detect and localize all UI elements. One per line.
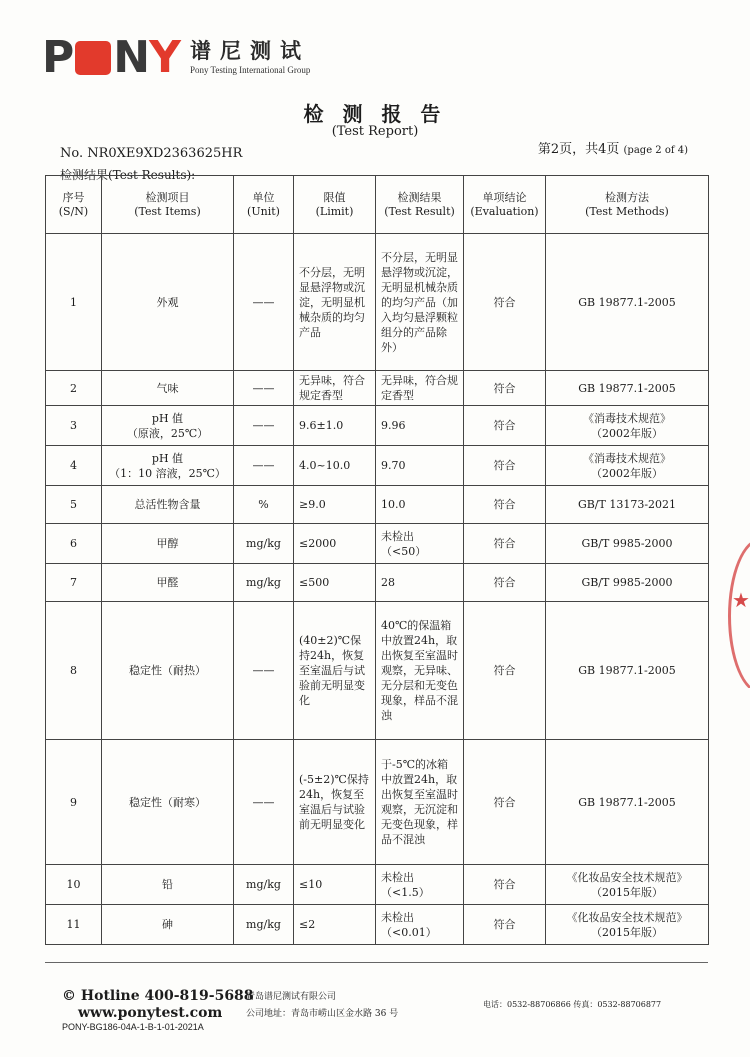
company-address: 公司地址：青岛市崂山区金水路 36 号 — [246, 1009, 399, 1019]
test-item-cell: pH 值 （1：10 溶液，25℃） — [102, 446, 234, 486]
column-header: 单位 (Unit) — [234, 176, 294, 234]
evaluation-cell: 符合 — [464, 486, 546, 524]
method-cell: GB 19877.1-2005 — [546, 371, 709, 406]
test-item-cell: 稳定性（耐热） — [102, 602, 234, 740]
method-cell: GB/T 9985-2000 — [546, 564, 709, 602]
sn-cell: 6 — [46, 524, 102, 564]
result-cell: 40℃的保温箱中放置24h，取出恢复至室温时观察，无异味、无分层和无变色现象，样品不混浊 — [376, 602, 464, 740]
unit-cell: —— — [234, 602, 294, 740]
evaluation-cell: 符合 — [464, 234, 546, 371]
unit-cell: mg/kg — [234, 905, 294, 945]
limit-cell: ≥9.0 — [294, 486, 376, 524]
sn-cell: 2 — [46, 371, 102, 406]
evaluation-cell: 符合 — [464, 564, 546, 602]
unit-cell: —— — [234, 406, 294, 446]
logo-english-name: Pony Testing International Group — [189, 65, 311, 75]
evaluation-cell: 符合 — [464, 865, 546, 905]
sn-cell: 11 — [46, 905, 102, 945]
sn-cell: 9 — [46, 740, 102, 865]
table-row — [46, 602, 709, 740]
contact-phone: 电话：0532-88706866 传真：0532-88706877 — [483, 1000, 662, 1009]
test-item-cell: 稳定性（耐寒） — [102, 740, 234, 865]
report-title-en: (Test Report) — [331, 124, 419, 139]
result-cell: 9.96 — [376, 406, 464, 446]
column-header: 单项结论 (Evaluation) — [464, 176, 546, 234]
table-row — [46, 446, 709, 486]
unit-cell: —— — [234, 371, 294, 406]
unit-cell: mg/kg — [234, 865, 294, 905]
column-header: 检测结果 (Test Result) — [376, 176, 464, 234]
limit-cell: ≤10 — [294, 865, 376, 905]
test-item-cell: pH 值 （原液，25℃） — [102, 406, 234, 446]
limit-cell: ≤2000 — [294, 524, 376, 564]
report-number: No. NR0XE9XD2363625HR — [60, 146, 243, 161]
table-row — [46, 905, 709, 945]
limit-cell: 无异味，符合规定香型 — [294, 371, 376, 406]
result-cell: 未检出 （<0.01） — [376, 905, 464, 945]
evaluation-cell: 符合 — [464, 905, 546, 945]
result-cell: 未检出 （<1.5） — [376, 865, 464, 905]
column-header: 检测方法 (Test Methods) — [546, 176, 709, 234]
method-cell: GB 19877.1-2005 — [546, 234, 709, 371]
unit-cell: —— — [234, 234, 294, 371]
test-item-cell: 气味 — [102, 371, 234, 406]
table-row — [46, 234, 709, 371]
table-row — [46, 564, 709, 602]
result-cell: 于-5℃的冰箱中放置24h，取出恢复至室温时观察，无沉淀和无变色现象，样品不混浊 — [376, 740, 464, 865]
evaluation-cell: 符合 — [464, 371, 546, 406]
test-item-cell: 甲醇 — [102, 524, 234, 564]
sn-cell: 5 — [46, 486, 102, 524]
report-title: 检 测 报 告 — [303, 102, 447, 126]
sn-cell: 4 — [46, 446, 102, 486]
unit-cell: mg/kg — [234, 524, 294, 564]
sn-cell: 7 — [46, 564, 102, 602]
footer-divider — [45, 962, 708, 963]
table-header-row — [46, 176, 709, 234]
stamp-seal-fragment: ★ — [728, 538, 750, 688]
limit-cell: ≤2 — [294, 905, 376, 945]
evaluation-cell: 符合 — [464, 524, 546, 564]
method-cell: GB/T 13173-2021 — [546, 486, 709, 524]
sn-cell: 1 — [46, 234, 102, 371]
column-header: 序号 (S/N) — [46, 176, 102, 234]
method-cell: GB 19877.1-2005 — [546, 602, 709, 740]
unit-cell: —— — [234, 740, 294, 865]
limit-cell: (40±2)℃保持24h，恢复至室温后与试验前无明显变化 — [294, 602, 376, 740]
unit-cell: % — [234, 486, 294, 524]
method-cell: GB 19877.1-2005 — [546, 740, 709, 865]
limit-cell: 不分层，无明显悬浮物或沉淀，无明显机械杂质的均匀产品 — [294, 234, 376, 371]
results-label: 检测结果(Test Results): — [60, 168, 196, 182]
unit-cell: —— — [234, 446, 294, 486]
table-row — [46, 371, 709, 406]
column-header: 检测项目 (Test Items) — [102, 176, 234, 234]
test-item-cell: 砷 — [102, 905, 234, 945]
company-name: 青岛谱尼测试有限公司 — [246, 992, 337, 1002]
result-cell: 10.0 — [376, 486, 464, 524]
sn-cell: 3 — [46, 406, 102, 446]
method-cell: 《消毒技术规范》 （2002年版） — [546, 406, 709, 446]
result-cell: 无异味，符合规定香型 — [376, 371, 464, 406]
column-header: 限值 (Limit) — [294, 176, 376, 234]
table-row — [46, 524, 709, 564]
table-row — [46, 740, 709, 865]
method-cell: 《化妆品安全技术规范》 （2015年版） — [546, 865, 709, 905]
evaluation-cell: 符合 — [464, 740, 546, 865]
document-code: PONY-BG186-04A-1-B-1-01-2021A — [62, 1022, 204, 1032]
hotline: © Hotline 400-819-5688 — [62, 988, 254, 1004]
result-cell: 28 — [376, 564, 464, 602]
limit-cell: (-5±2)℃保持24h，恢复至室温后与试验前无明显变化 — [294, 740, 376, 865]
table-row — [46, 865, 709, 905]
result-cell: 不分层，无明显悬浮物或沉淀，无明显机械杂质的均匀产品（加入均匀悬浮颗粒组分的产品除外） — [376, 234, 464, 371]
evaluation-cell: 符合 — [464, 602, 546, 740]
result-cell: 未检出 （<50） — [376, 524, 464, 564]
unit-cell: mg/kg — [234, 564, 294, 602]
website: www.ponytest.com — [78, 1005, 223, 1021]
table-row — [46, 406, 709, 446]
pony-logo-mark: P N Y — [42, 32, 180, 83]
sn-cell: 8 — [46, 602, 102, 740]
test-item-cell: 铅 — [102, 865, 234, 905]
limit-cell: 9.6±1.0 — [294, 406, 376, 446]
page-indicator: 第2页，共4页 (page 2 of 4) — [537, 142, 688, 157]
test-results-table — [45, 175, 709, 945]
method-cell: GB/T 9985-2000 — [546, 524, 709, 564]
table-row — [46, 486, 709, 524]
limit-cell: ≤500 — [294, 564, 376, 602]
method-cell: 《化妆品安全技术规范》 （2015年版） — [546, 905, 709, 945]
test-item-cell: 甲醛 — [102, 564, 234, 602]
result-cell: 9.70 — [376, 446, 464, 486]
pony-logo — [42, 32, 311, 83]
test-item-cell: 外观 — [102, 234, 234, 371]
logo-chinese-name: 谱尼测试 — [189, 39, 310, 63]
evaluation-cell: 符合 — [464, 446, 546, 486]
test-item-cell: 总活性物含量 — [102, 486, 234, 524]
evaluation-cell: 符合 — [464, 406, 546, 446]
sn-cell: 10 — [46, 865, 102, 905]
method-cell: 《消毒技术规范》 （2002年版） — [546, 446, 709, 486]
limit-cell: 4.0~10.0 — [294, 446, 376, 486]
